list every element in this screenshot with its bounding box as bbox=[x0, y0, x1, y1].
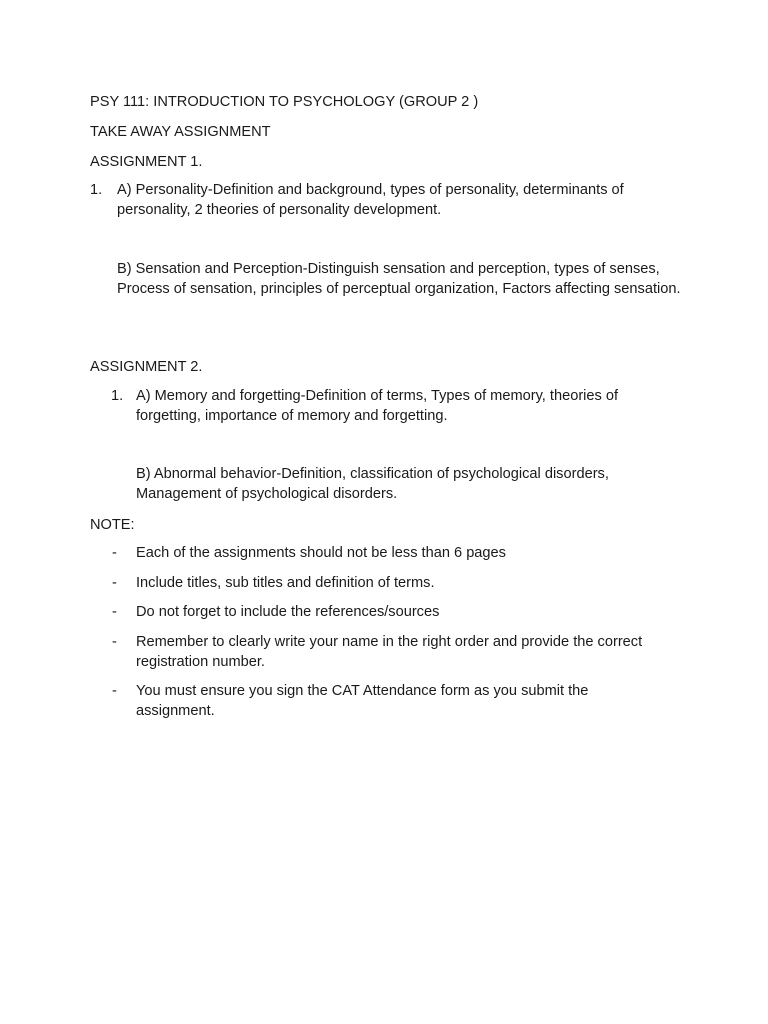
note-bullet: - bbox=[112, 683, 117, 699]
assignment-1-item-number: 1. bbox=[90, 182, 103, 198]
assignment-2-part-a: A) Memory and forgetting-Definition of terms, Types of memory, theories of forgetting, importance of memory and forgetting. bbox=[136, 388, 619, 424]
note-bullet: - bbox=[112, 575, 117, 591]
assignment-1-part-a: A) Personality-Definition and background, types of personality, determinants of personality, 2 theories of personality development. bbox=[117, 182, 624, 218]
document-title: PSY 111: INTRODUCTION TO PSYCHOLOGY (GROUP 2 ) bbox=[90, 94, 479, 110]
note-item: Remember to clearly write your name in the right order and provide the correct registration number. bbox=[136, 634, 643, 670]
document-subtitle: TAKE AWAY ASSIGNMENT bbox=[90, 124, 271, 140]
note-bullet: - bbox=[112, 634, 117, 650]
note-heading: NOTE: bbox=[90, 517, 135, 533]
assignment-2-heading: ASSIGNMENT 2. bbox=[90, 359, 203, 375]
note-item: Include titles, sub titles and definition of terms. bbox=[136, 575, 435, 591]
assignment-1-part-b: B) Sensation and Perception-Distinguish sensation and perception, types of senses, Process of sensation, principles of perceptual organization, Factors affecting sensation. bbox=[117, 261, 681, 297]
assignment-2-item-number: 1. bbox=[111, 388, 124, 404]
note-bullet: - bbox=[112, 604, 117, 620]
assignment-2-part-b: B) Abnormal behavior-Definition, classification of psychological disorders, Management of psychological disorders. bbox=[136, 466, 609, 502]
note-item: Do not forget to include the references/sources bbox=[136, 604, 440, 620]
note-item: You must ensure you sign the CAT Attendance form as you submit the assignment. bbox=[136, 683, 589, 719]
note-item: Each of the assignments should not be less than 6 pages bbox=[136, 545, 506, 561]
note-bullet: - bbox=[112, 545, 117, 561]
assignment-1-heading: ASSIGNMENT 1. bbox=[90, 154, 203, 170]
